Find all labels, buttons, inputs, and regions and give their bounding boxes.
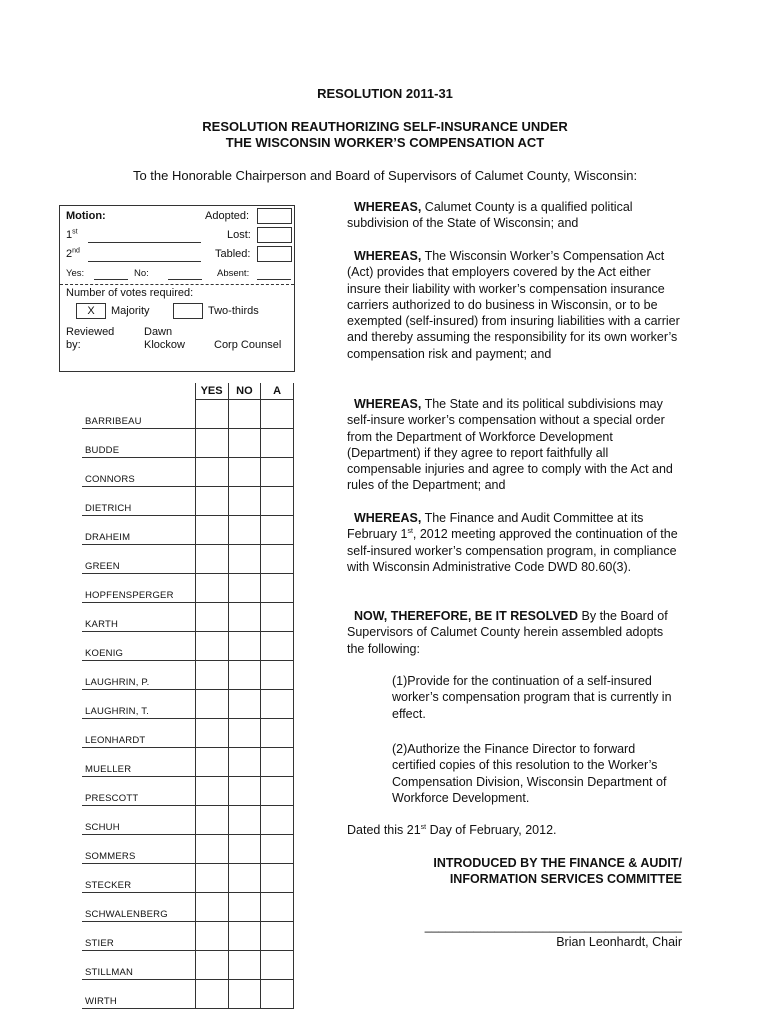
vote-cell-yes[interactable] <box>195 805 228 834</box>
first-line[interactable] <box>88 242 201 243</box>
vote-cell-no[interactable] <box>228 979 261 1008</box>
header-blank <box>82 383 195 400</box>
vote-cell-no[interactable] <box>228 660 261 689</box>
second-num: 2 <box>66 248 73 260</box>
vote-cell-absent[interactable] <box>261 660 294 689</box>
no-label: No: <box>134 268 149 279</box>
whereas-4-sup: st <box>407 528 413 536</box>
signature-line[interactable]: _____________________________________ <box>424 919 682 933</box>
member-name: STECKER <box>82 863 195 892</box>
resolved-lead: NOW, THEREFORE, BE IT RESOLVED <box>353 609 579 623</box>
header-yes: YES <box>195 383 228 400</box>
table-row <box>82 718 294 747</box>
vote-cell-no[interactable] <box>228 457 261 486</box>
header-absent: A <box>261 383 294 400</box>
yes-label: Yes: <box>66 268 85 279</box>
member-name: LAUGHRIN, T. <box>82 689 195 718</box>
title-line-2: THE WISCONSIN WORKER’S COMPENSATION ACT <box>225 135 545 150</box>
vote-cell-no[interactable] <box>228 921 261 950</box>
dated-sup: st <box>420 823 427 831</box>
whereas-2-text: The Wisconsin Worker’s Compensation Act (Act) provides that employers covered by the Act either insure their liability with worker’s compensation insurance carriers authorized to do business in Wisconsin, or to be exempted (self-insured) from insuring liabilities with a carrier and thereby assuming the responsibility for its own worker’s compensation risk and payment; and <box>347 249 680 361</box>
member-name: LEONHARDT <box>82 718 195 747</box>
title-line-1: RESOLUTION REAUTHORIZING SELF-INSURANCE UNDER <box>202 119 568 134</box>
introduced-by <box>347 855 682 888</box>
member-name: BARRIBEAU <box>82 400 195 429</box>
header-no: NO <box>228 383 261 400</box>
whereas-3-lead: WHEREAS, <box>353 397 422 411</box>
vote-cell-yes[interactable] <box>195 515 228 544</box>
vote-cell-no[interactable] <box>228 544 261 573</box>
vote-cell-no[interactable] <box>228 631 261 660</box>
vote-cell-no[interactable] <box>228 805 261 834</box>
vote-cell-yes[interactable] <box>195 544 228 573</box>
tabled-label: Tabled: <box>215 248 251 260</box>
majority-checkbox[interactable]: X <box>76 303 106 319</box>
whereas-1-lead: WHEREAS, <box>353 200 422 214</box>
vote-cell-yes[interactable] <box>195 834 228 863</box>
dated-b: Day of February, 2012. <box>426 823 557 837</box>
vote-cell-no[interactable] <box>228 486 261 515</box>
table-row <box>82 573 294 602</box>
introduced-line-2: INFORMATION SERVICES COMMITTEE <box>449 872 682 887</box>
second-sup: nd <box>72 247 80 255</box>
whereas-3-text: The State and its political subdivisions may self-insure worker’s compensation without a special order from the Department of Workforce Development (Department) if they agree to report faithfully all compensable injuries and agree to comply with the Act and rules of the Department; and <box>347 397 673 493</box>
lost-box[interactable] <box>257 227 292 243</box>
member-name: SCHWALENBERG <box>82 892 195 921</box>
vote-cell-yes[interactable] <box>195 486 228 515</box>
member-name: DIETRICH <box>82 486 195 515</box>
member-name: KARTH <box>82 602 195 631</box>
member-name: STIER <box>82 921 195 950</box>
reviewed-label-1: Reviewed <box>66 326 115 338</box>
absent-label: Absent: <box>217 268 250 279</box>
vote-cell-no[interactable] <box>228 892 261 921</box>
vote-cell-no[interactable] <box>228 428 261 457</box>
vote-cell-absent[interactable] <box>261 950 294 979</box>
first-sup: st <box>72 228 78 236</box>
table-row <box>82 631 294 660</box>
vote-cell-no[interactable] <box>228 689 261 718</box>
vote-table <box>82 383 294 1009</box>
motion-label: Motion: <box>66 210 106 222</box>
vote-cell-absent[interactable] <box>261 979 294 1008</box>
vote-cell-yes[interactable] <box>195 689 228 718</box>
reviewed-label-2: by: <box>66 339 81 351</box>
vote-cell-yes[interactable] <box>195 776 228 805</box>
resolution-title <box>0 119 770 151</box>
vote-cell-no[interactable] <box>228 863 261 892</box>
first-num: 1 <box>66 229 73 241</box>
vote-cell-yes[interactable] <box>195 602 228 631</box>
vote-cell-absent[interactable] <box>261 689 294 718</box>
whereas-4-lead: WHEREAS, <box>353 511 422 525</box>
table-row <box>82 428 294 457</box>
salutation: To the Honorable Chairperson and Board of Supervisors of Calumet County, Wisconsin: <box>132 168 638 183</box>
vote-cell-absent[interactable] <box>261 863 294 892</box>
resolved-text: By the Board of Supervisors of Calumet County herein assembled adopts the following: <box>347 609 668 656</box>
majority-label: Majority <box>111 305 150 317</box>
signer-name: Brian Leonhardt, Chair <box>556 935 682 950</box>
vote-cell-absent[interactable] <box>261 921 294 950</box>
vote-cell-absent[interactable] <box>261 544 294 573</box>
reviewer-last-name: Klockow <box>144 339 185 351</box>
vote-cell-yes[interactable] <box>195 400 228 429</box>
member-name: BUDDE <box>82 428 195 457</box>
table-row <box>82 776 294 805</box>
whereas-4-text-b: , 2012 meeting approved the continuation of the self-insured worker’s compensation program, in compliance with Wisconsin Administrative Code DWD 80.60(3). <box>347 527 678 574</box>
vote-cell-no[interactable] <box>228 747 261 776</box>
member-name: SOMMERS <box>82 834 195 863</box>
dashed-divider <box>60 284 294 285</box>
resolved-clause <box>347 608 682 657</box>
table-row <box>82 689 294 718</box>
vote-cell-no[interactable] <box>228 573 261 602</box>
dated-a: Dated this 21 <box>347 823 421 837</box>
vote-cell-yes[interactable] <box>195 979 228 1008</box>
resolved-item-1: (1)Provide for the continuation of a self-insured worker’s compensation program that is currently in effect. <box>392 674 672 721</box>
member-name: GREEN <box>82 544 195 573</box>
table-row <box>82 486 294 515</box>
reviewer-first-name: Dawn <box>144 326 173 338</box>
whereas-2-lead: WHEREAS, <box>353 249 422 263</box>
dated-line <box>347 822 682 838</box>
votes-required-label: Number of votes required: <box>66 287 194 299</box>
vote-cell-no[interactable] <box>228 950 261 979</box>
table-row <box>82 400 294 429</box>
vote-cell-absent[interactable] <box>261 602 294 631</box>
whereas-4-text-a: The Finance and Audit Committee at its February 1 <box>347 511 644 542</box>
vote-cell-absent[interactable] <box>261 834 294 863</box>
vote-cell-absent[interactable] <box>261 428 294 457</box>
resolution-number: RESOLUTION 2011-31 <box>317 86 453 101</box>
vote-cell-no[interactable] <box>228 718 261 747</box>
vote-cell-yes[interactable] <box>195 921 228 950</box>
member-name: WIRTH <box>82 979 195 1008</box>
table-row <box>82 805 294 834</box>
vote-cell-absent[interactable] <box>261 892 294 921</box>
table-row <box>82 602 294 631</box>
adopted-label: Adopted: <box>205 210 250 222</box>
vote-cell-absent[interactable] <box>261 573 294 602</box>
vote-cell-yes[interactable] <box>195 631 228 660</box>
vote-cell-yes[interactable] <box>195 892 228 921</box>
table-row <box>82 457 294 486</box>
table-row <box>82 544 294 573</box>
vote-cell-absent[interactable] <box>261 486 294 515</box>
second-line[interactable] <box>88 261 201 262</box>
absent-line[interactable] <box>257 279 291 280</box>
table-row <box>82 863 294 892</box>
vote-cell-absent[interactable] <box>261 457 294 486</box>
table-row <box>82 834 294 863</box>
vote-table-header <box>82 383 294 400</box>
vote-cell-yes[interactable] <box>195 457 228 486</box>
vote-cell-yes[interactable] <box>195 660 228 689</box>
vote-cell-absent[interactable] <box>261 747 294 776</box>
member-name: CONNORS <box>82 457 195 486</box>
two-thirds-checkbox[interactable] <box>173 303 203 319</box>
table-row <box>82 515 294 544</box>
member-name: KOENIG <box>82 631 195 660</box>
signature-block <box>347 918 682 951</box>
adopted-box[interactable] <box>257 208 292 224</box>
lost-label: Lost: <box>227 229 251 241</box>
vote-cell-no[interactable] <box>228 515 261 544</box>
vote-cell-yes[interactable] <box>195 950 228 979</box>
table-row <box>82 979 294 1008</box>
member-name: STILLMAN <box>82 950 195 979</box>
whereas-1-text: Calumet County is a qualified political subdivision of the State of Wisconsin; and <box>347 200 633 231</box>
table-row <box>82 747 294 776</box>
table-row <box>82 921 294 950</box>
table-row <box>82 892 294 921</box>
vote-cell-no[interactable] <box>228 602 261 631</box>
vote-cell-absent[interactable] <box>261 805 294 834</box>
vote-cell-yes[interactable] <box>195 718 228 747</box>
two-thirds-label: Two-thirds <box>208 305 259 317</box>
member-name: PRESCOTT <box>82 776 195 805</box>
vote-cell-yes[interactable] <box>195 747 228 776</box>
member-name: LAUGHRIN, P. <box>82 660 195 689</box>
table-row <box>82 660 294 689</box>
vote-cell-no[interactable] <box>228 400 261 429</box>
introduced-line-1: INTRODUCED BY THE FINANCE & AUDIT/ <box>433 856 682 870</box>
vote-cell-absent[interactable] <box>261 400 294 429</box>
vote-cell-yes[interactable] <box>195 428 228 457</box>
member-name: SCHUH <box>82 805 195 834</box>
whereas-2 <box>347 248 682 362</box>
vote-cell-absent[interactable] <box>261 718 294 747</box>
table-row <box>82 950 294 979</box>
second-label <box>66 248 80 260</box>
reviewer-role: Corp Counsel <box>214 339 282 351</box>
member-name: DRAHEIM <box>82 515 195 544</box>
motion-box <box>59 205 295 372</box>
member-name: MUELLER <box>82 747 195 776</box>
whereas-1 <box>347 199 682 232</box>
vote-cell-yes[interactable] <box>195 573 228 602</box>
yes-line[interactable] <box>94 279 128 280</box>
no-line[interactable] <box>168 279 202 280</box>
first-label <box>66 229 78 241</box>
vote-cell-no[interactable] <box>228 834 261 863</box>
resolved-item-2: (2)Authorize the Finance Director to forward certified copies of this resolution to the Worker’s Compensation Division, Wisconsin Department of Workforce Development. <box>392 742 667 805</box>
whereas-3 <box>347 396 682 494</box>
member-name: HOPFENSPERGER <box>82 573 195 602</box>
vote-cell-yes[interactable] <box>195 863 228 892</box>
vote-cell-absent[interactable] <box>261 515 294 544</box>
vote-cell-absent[interactable] <box>261 776 294 805</box>
vote-cell-no[interactable] <box>228 776 261 805</box>
vote-cell-absent[interactable] <box>261 631 294 660</box>
tabled-box[interactable] <box>257 246 292 262</box>
whereas-4 <box>347 510 682 575</box>
